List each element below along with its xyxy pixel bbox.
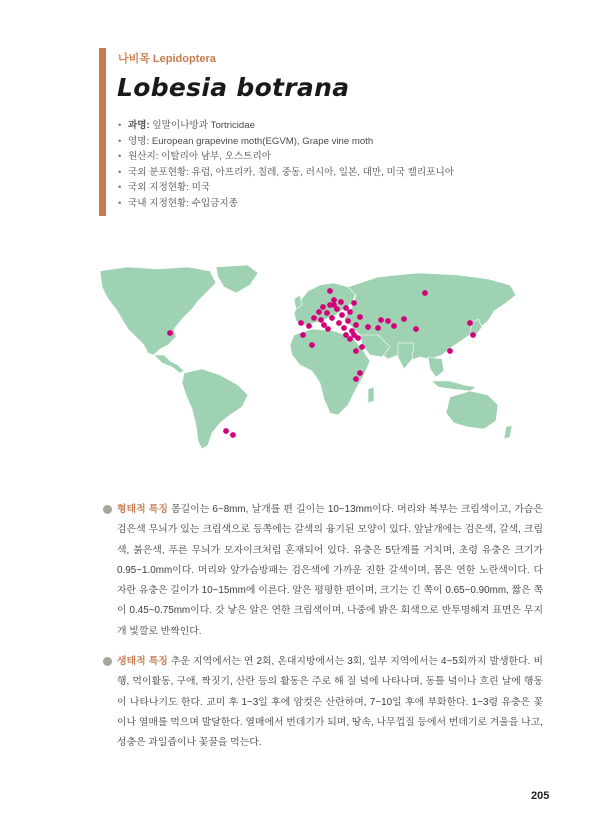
map-landmasses bbox=[100, 265, 516, 449]
info-family: • 과명: 잎말이나방과 Tortricidae bbox=[118, 120, 255, 131]
occurrence-marker bbox=[331, 302, 337, 308]
occurrence-marker bbox=[309, 342, 315, 348]
ecology-section bbox=[103, 652, 543, 753]
info-distribution: • 국외 분포현황: 유럽, 아프리카, 칠레, 중동, 러시아, 일본, 대만, 미국 캘리포니아 bbox=[118, 166, 455, 178]
occurrence-marker bbox=[338, 299, 344, 305]
occurrence-marker bbox=[324, 310, 330, 316]
occurrence-marker bbox=[401, 316, 407, 322]
header-accent-bar bbox=[99, 48, 106, 216]
occurrence-marker bbox=[365, 324, 371, 330]
distribution-world-map bbox=[98, 263, 519, 450]
species-title: Lobesia botrana bbox=[117, 73, 350, 102]
occurrence-marker bbox=[167, 330, 173, 336]
occurrence-marker bbox=[375, 325, 381, 331]
ecology-title: 생태적 특징 bbox=[117, 656, 168, 667]
occurrence-marker bbox=[300, 332, 306, 338]
occurrence-marker bbox=[345, 318, 351, 324]
occurrence-marker bbox=[341, 325, 347, 331]
occurrence-marker bbox=[351, 300, 357, 306]
occurrence-marker bbox=[316, 309, 322, 315]
occurrence-marker bbox=[320, 304, 326, 310]
occurrence-marker bbox=[413, 326, 419, 332]
occurrence-marker bbox=[447, 348, 453, 354]
ecology-body: 추운 지역에서는 연 2회, 온대지방에서는 3회, 일부 지역에서는 4~5회까지 발생한다. 비행, 먹이활동, 구애, 짝짓기, 산란 등의 활동은 주로 해 질 녘에 나타나며, 동틀 녘이나 흐린 날에 행동이 나타나기도 한다. 교미 후 1~3일 후에 암컷은 산란하며, 7~10일 후에 부화한다. 1~3령 유충은 꽃이나 열매를 먹으며 발달한다. 열매에서 번데기가 되며, 땅속, 나무껍질 등에서 번데기로 겨울을 나고, 성충은 과일즙이나 꽃꿀을 먹는다. bbox=[117, 656, 543, 749]
occurrence-marker bbox=[321, 322, 327, 328]
occurrence-marker bbox=[351, 332, 357, 338]
land-australia bbox=[446, 391, 498, 429]
morphology-section bbox=[103, 500, 543, 642]
occurrence-marker bbox=[353, 348, 359, 354]
occurrence-marker bbox=[357, 370, 363, 376]
occurrence-marker bbox=[327, 288, 333, 294]
land-indonesia bbox=[432, 381, 476, 391]
ecology-text bbox=[103, 652, 543, 753]
occurrence-marker bbox=[223, 428, 229, 434]
occurrence-marker bbox=[318, 317, 324, 323]
occurrence-marker bbox=[339, 312, 345, 318]
occurrence-marker bbox=[329, 315, 335, 321]
info-common-name: • 영명: European grapevine moth(EGVM), Grape vine moth bbox=[118, 135, 374, 147]
occurrence-marker bbox=[347, 309, 353, 315]
occurrence-marker bbox=[467, 320, 473, 326]
occurrence-marker bbox=[336, 320, 342, 326]
species-info-list bbox=[118, 118, 454, 212]
occurrence-marker bbox=[391, 323, 397, 329]
morphology-body: 몸길이는 6~8mm, 날개를 편 길이는 10~13mm이다. 머리와 복부는 크림색이고, 가슴은 검은색 무늬가 있는 크림색으로 등쪽에는 갈색의 융기된 모양이 있다. 앞날개에는 검은색, 갈색, 크림색, 붉은색, 푸른 무늬가 모자이크처럼 혼재되어 있다. 유충은 5단계를 거치며, 초령 유충은 크기가 0.95~1.0mm이다. 머리와 앞가슴방패는 검은색에 가까운 진한 갈색이며, 몸은 연한 노란색이다. 다 자란 유충은 길이가 10~15mm에 이른다. 알은 평평한 편이며, 크기는 긴 쪽이 0.65~0.90mm, 짧은 쪽이 0.45~0.75mm이다. 갓 낳은 알은 연한 크림색이며, 나중에 밝은 회색으로 반투명해져 표면은 무지개 빛깔로 반짝인다. bbox=[117, 504, 543, 637]
info-origin: • 원산지: 이탈리아 남부, 오스트리아 bbox=[118, 151, 272, 163]
occurrence-marker bbox=[331, 297, 337, 303]
occurrence-marker bbox=[359, 344, 365, 350]
land-greenland bbox=[216, 265, 258, 293]
occurrence-marker bbox=[353, 322, 359, 328]
occurrence-marker bbox=[298, 320, 304, 326]
occurrence-marker bbox=[385, 318, 391, 324]
land-india bbox=[398, 343, 414, 369]
land-new-zealand bbox=[504, 425, 512, 439]
occurrence-marker bbox=[378, 317, 384, 323]
order-label: 나비목 Lepidoptera bbox=[118, 53, 216, 65]
occurrence-marker bbox=[353, 376, 359, 382]
info-foreign-designation: • 국외 지정현황: 미국 bbox=[118, 182, 211, 194]
occurrence-marker bbox=[230, 432, 236, 438]
land-southeast-asia bbox=[428, 357, 444, 377]
occurrence-marker bbox=[470, 332, 476, 338]
occurrence-marker bbox=[422, 290, 428, 296]
morphology-text bbox=[103, 500, 543, 642]
morphology-title: 형태적 특징 bbox=[117, 504, 168, 515]
land-north-america bbox=[100, 267, 216, 355]
section-bullet-icon bbox=[103, 505, 112, 514]
occurrence-marker bbox=[311, 315, 317, 321]
land-south-america bbox=[182, 369, 248, 449]
section-bullet-icon bbox=[103, 657, 112, 666]
page-number: 205 bbox=[531, 790, 550, 802]
occurrence-marker bbox=[357, 314, 363, 320]
land-madagascar bbox=[368, 387, 374, 403]
info-domestic-designation: • 국내 지정현황: 수입금지종 bbox=[118, 197, 238, 209]
land-central-america bbox=[154, 355, 184, 373]
occurrence-marker bbox=[306, 323, 312, 329]
